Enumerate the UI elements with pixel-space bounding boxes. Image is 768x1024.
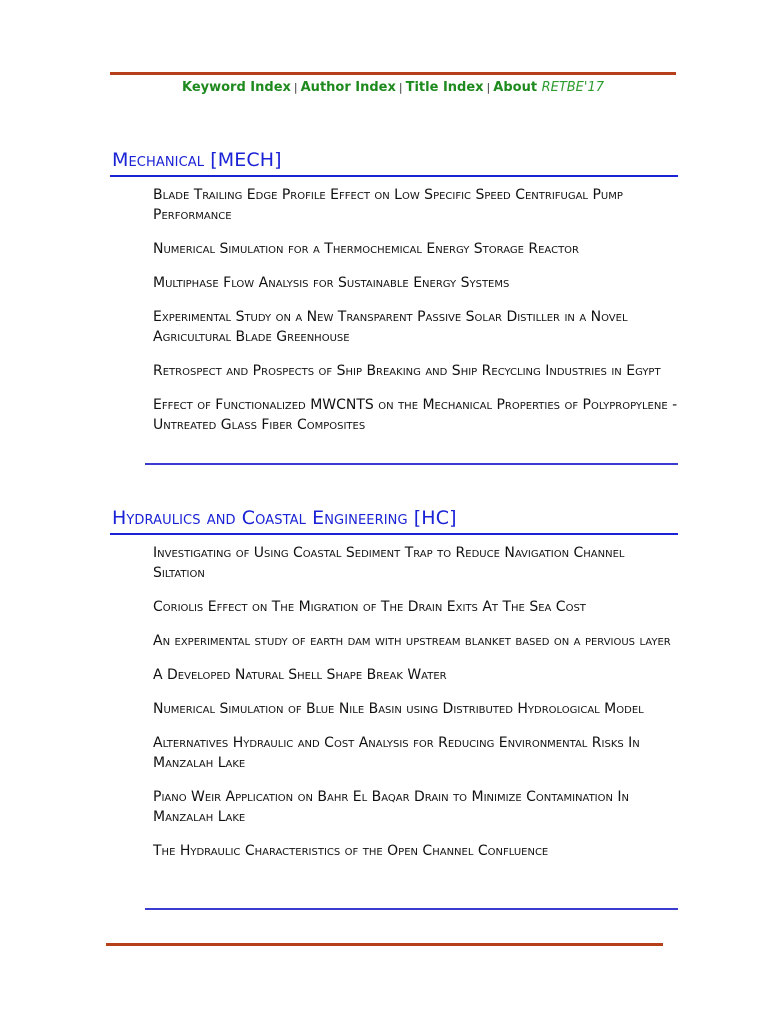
section-title: Hydraulics and Coastal Engineering bbox=[112, 507, 408, 529]
paper-title-link[interactable]: Experimental Study on a New Transparent Passive Solar Distiller in a Novel Agricultural Blade Greenhouse bbox=[153, 309, 628, 345]
hc-paper-list bbox=[153, 543, 678, 875]
paper-title-link[interactable]: Effect of Functionalized MWCNTS on the Mechanical Properties of Polypropylene -Untreated Glass Fiber Composites bbox=[153, 397, 678, 433]
mech-paper-list bbox=[153, 185, 678, 449]
paper-title-link[interactable]: Numerical Simulation for a Thermochemical Energy Storage Reactor bbox=[153, 241, 579, 257]
paper-title-link[interactable]: Numerical Simulation of Blue Nile Basin using Distributed Hydrological Model bbox=[153, 701, 644, 717]
conference-brand: RETBE'17 bbox=[541, 80, 605, 95]
keyword-index-link[interactable]: Keyword Index bbox=[181, 80, 291, 95]
paper-title-link[interactable]: Investigating of Using Coastal Sediment Trap to Reduce Navigation Channel Siltation bbox=[153, 545, 625, 581]
paper-title-link[interactable]: Piano Weir Application on Bahr El Baqar Drain to Minimize Contamination In Manzalah Lake bbox=[153, 789, 630, 825]
paper-title-link[interactable]: Alternatives Hydraulic and Cost Analysis for Reducing Environmental Risks In Manzalah Lake bbox=[153, 735, 640, 771]
index-navigation bbox=[110, 80, 676, 95]
section-underline bbox=[110, 175, 678, 177]
paper-title-link[interactable]: A Developed Natural Shell Shape Break Water bbox=[153, 667, 447, 683]
section-heading-hc[interactable] bbox=[112, 507, 457, 529]
section-heading-mech[interactable] bbox=[112, 149, 282, 171]
section-end-divider bbox=[145, 463, 678, 465]
about-label: About bbox=[493, 80, 538, 95]
nav-separator: | bbox=[486, 81, 491, 94]
section-underline bbox=[110, 533, 678, 535]
paper-title-link[interactable]: Blade Trailing Edge Profile Effect on Low Specific Speed Centrifugal Pump Performance bbox=[153, 187, 623, 223]
bottom-divider bbox=[106, 943, 663, 946]
section-title: Mechanical bbox=[112, 149, 205, 171]
paper-title-link[interactable]: Multiphase Flow Analysis for Sustainable Energy Systems bbox=[153, 275, 510, 291]
nav-separator: | bbox=[293, 81, 298, 94]
section-code: [MECH] bbox=[210, 149, 282, 171]
paper-title-link[interactable]: Retrospect and Prospects of Ship Breaking and Ship Recycling Industries in Egypt bbox=[153, 363, 661, 379]
nav-separator: | bbox=[398, 81, 403, 94]
paper-title-link[interactable]: Coriolis Effect on The Migration of The Drain Exits At The Sea Cost bbox=[153, 599, 586, 615]
section-end-divider bbox=[145, 908, 678, 910]
section-code: [HC] bbox=[413, 507, 457, 529]
about-link[interactable] bbox=[493, 80, 604, 95]
author-index-link[interactable]: Author Index bbox=[300, 80, 396, 95]
paper-title-link[interactable]: The Hydraulic Characteristics of the Open Channel Confluence bbox=[153, 843, 549, 859]
title-index-link[interactable]: Title Index bbox=[405, 80, 484, 95]
paper-title-link[interactable]: An experimental study of earth dam with upstream blanket based on a pervious layer bbox=[153, 633, 671, 649]
top-divider bbox=[110, 72, 676, 75]
